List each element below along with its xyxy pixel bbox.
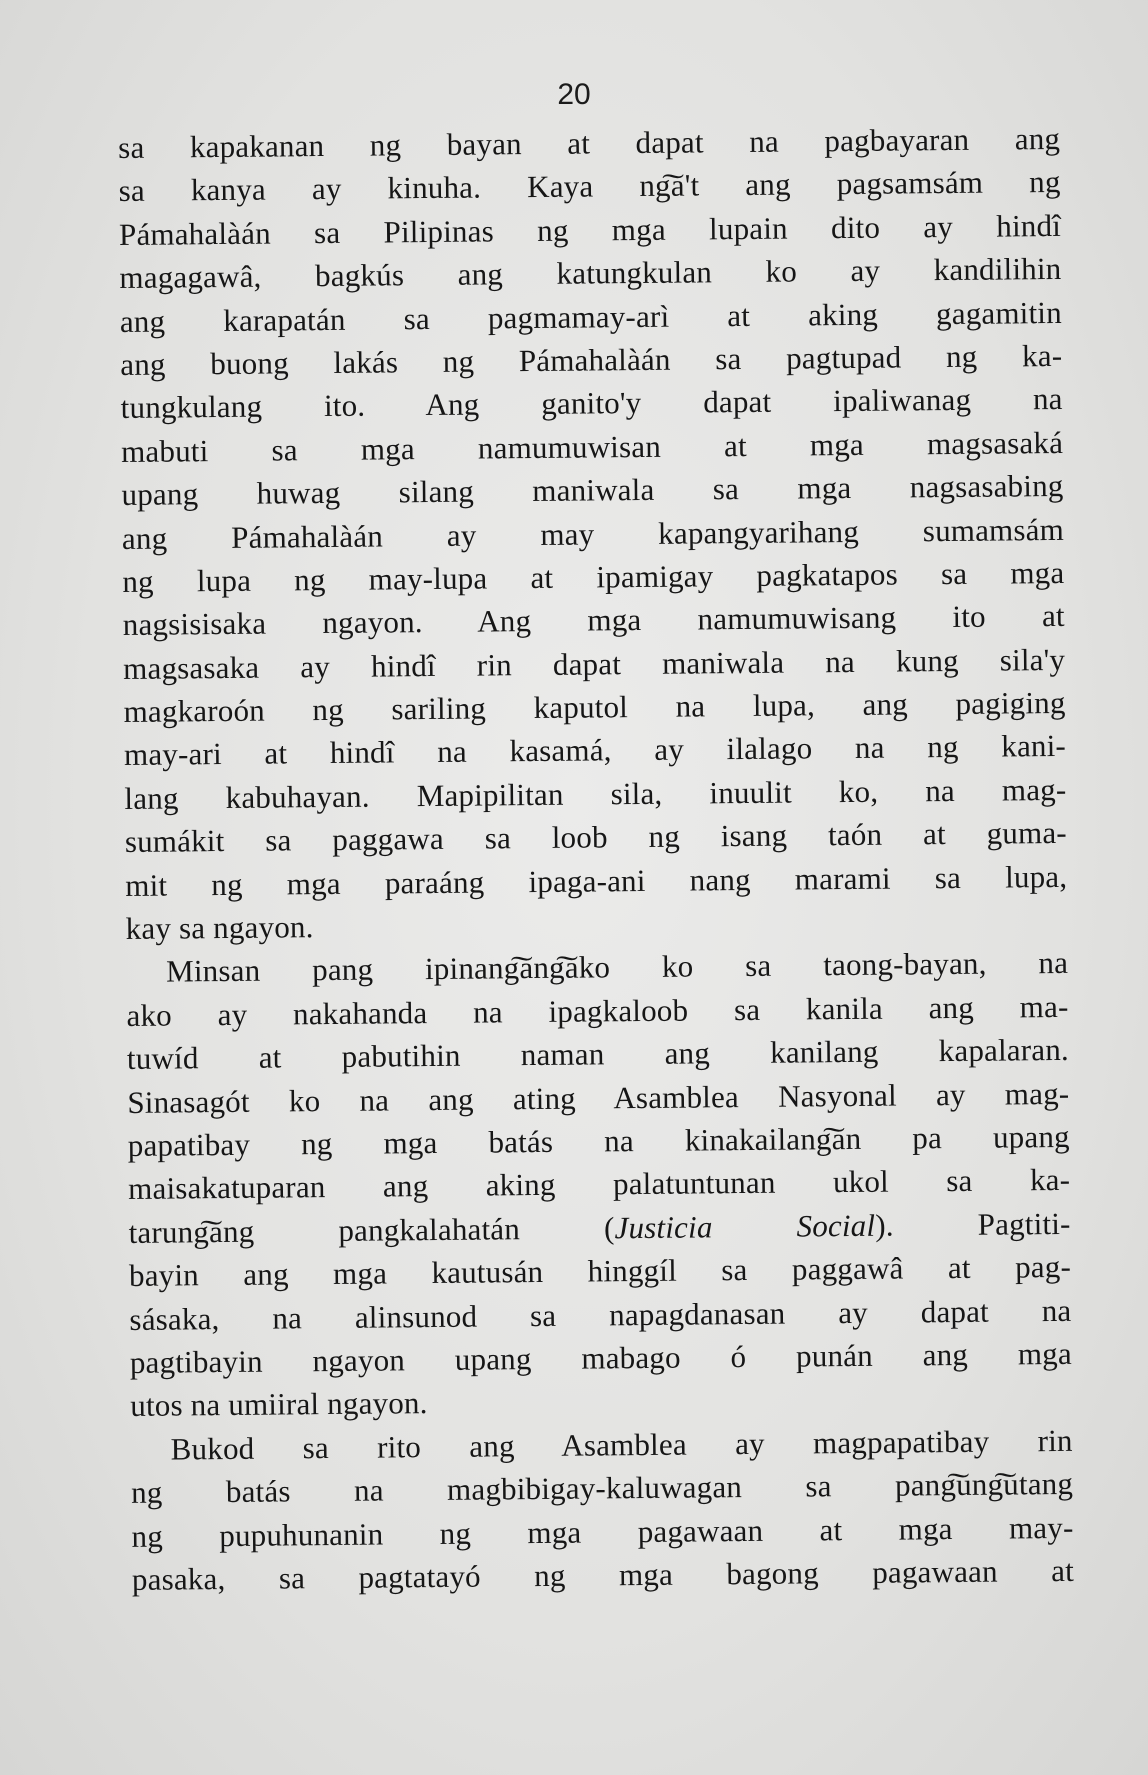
text-line: magkaroón ng sariling kaputol na lupa, ang pagiging (123, 685, 1066, 730)
page-number: 20 (557, 78, 591, 111)
text-line: bayin ang mga kautusán hinggíl sa paggawâ at pag- (128, 1249, 1072, 1294)
paragraph-1 (118, 117, 1068, 950)
text-line: ako ay nakahanda na ipagkaloob sa kanila ang ma- (126, 988, 1069, 1033)
text-line: ang Pámahalàán ay may kapangyarihang sumamsám (121, 511, 1065, 556)
text-run: tarung͠ang pangkalahatán ( (128, 1210, 615, 1250)
text-line: sásaka, na alinsunod sa napagdanasan ay dapat na (129, 1292, 1072, 1337)
text-line: utos na umiiral ngayon. (130, 1385, 428, 1424)
text-line: lang kabuhayan. Mapipilitan sila, inuulit ko, na mag- (124, 771, 1067, 816)
text-line: may-ari at hindî na kasamá, ay ilalago na ng kani- (123, 728, 1067, 773)
text-line: sa kapakanan ng bayan at dapat na pagbayaran ang (118, 120, 1061, 165)
text-line: Pámahalàán sa Pilipinas ng mga lupain dito ay hindî (118, 207, 1062, 252)
text-line: mabuti sa mga namumuwisan at mga magsasaká (120, 424, 1064, 469)
text-line: kay sa ngayon. (125, 909, 314, 946)
italic-term: Justicia Social (614, 1207, 876, 1246)
text-line: tuwíd at pabutihin naman ang kanilang kapalaran. (126, 1032, 1070, 1077)
text-line: ng pupuhunanin ng mga pagawaan at mga may- (131, 1509, 1074, 1554)
text-line: ang buong lakás ng Pámahalàán sa pagtupad ng ka- (120, 337, 1063, 382)
text-line: ng lupa ng may-lupa at ipamigay pagkatapos sa mga (122, 554, 1065, 599)
text-line: papatibay ng mga batás na kinakailang͠an pa upang (127, 1118, 1070, 1163)
text-line: upang huwag silang maniwala sa mga nagsasabing (121, 468, 1064, 513)
text-line: Bukod sa rito ang Asamblea ay magpapatibay rin (170, 1422, 1073, 1467)
text-line: mit ng mga paraáng ipaga-ani nang marami sa lupa, (125, 858, 1068, 903)
text-line: nagsisisaka ngayon. Ang mga namumuwisang ito at (122, 598, 1065, 643)
text-run: ). Pagtiti- (875, 1205, 1071, 1243)
text-line: ng batás na magbibigay-kaluwagan sa pang͠ung͠utang (130, 1466, 1074, 1511)
text-line: maisakatuparan ang aking palatuntunan ukol sa ka- (128, 1162, 1071, 1207)
text-line: ang karapatán sa pagmamay-arì at aking gagamitin (119, 294, 1062, 339)
body-text (118, 117, 1074, 1601)
text-line: magsasaka ay hindî rin dapat maniwala na kung sila'y (123, 641, 1066, 686)
paragraph-2 (126, 941, 1073, 1427)
text-line: pasaka, sa pagtatayó ng mga bagong pagawaan at (131, 1552, 1075, 1597)
text-line: Sinasagót ko na ang ating Asamblea Nasyonal ay mag- (127, 1075, 1070, 1120)
text-line: sa kanya ay kinuha. Kaya ng͠a't ang pagsamsám ng (118, 164, 1061, 209)
paragraph-3 (130, 1419, 1074, 1602)
text-line: pagtibayin ngayon upang mabago ó punán ang mga (129, 1335, 1072, 1380)
text-line: sumákit sa paggawa sa loob ng isang taón at guma- (124, 815, 1067, 860)
text-line: tungkulang ito. Ang ganito'y dapat ipaliwanag na (120, 381, 1063, 426)
text-line: magagawâ, bagkús ang katungkulan ko ay kandilihin (119, 251, 1062, 296)
text-line: Minsan pang ipinang͠ang͠ako ko sa taong-bayan, na (165, 945, 1069, 989)
